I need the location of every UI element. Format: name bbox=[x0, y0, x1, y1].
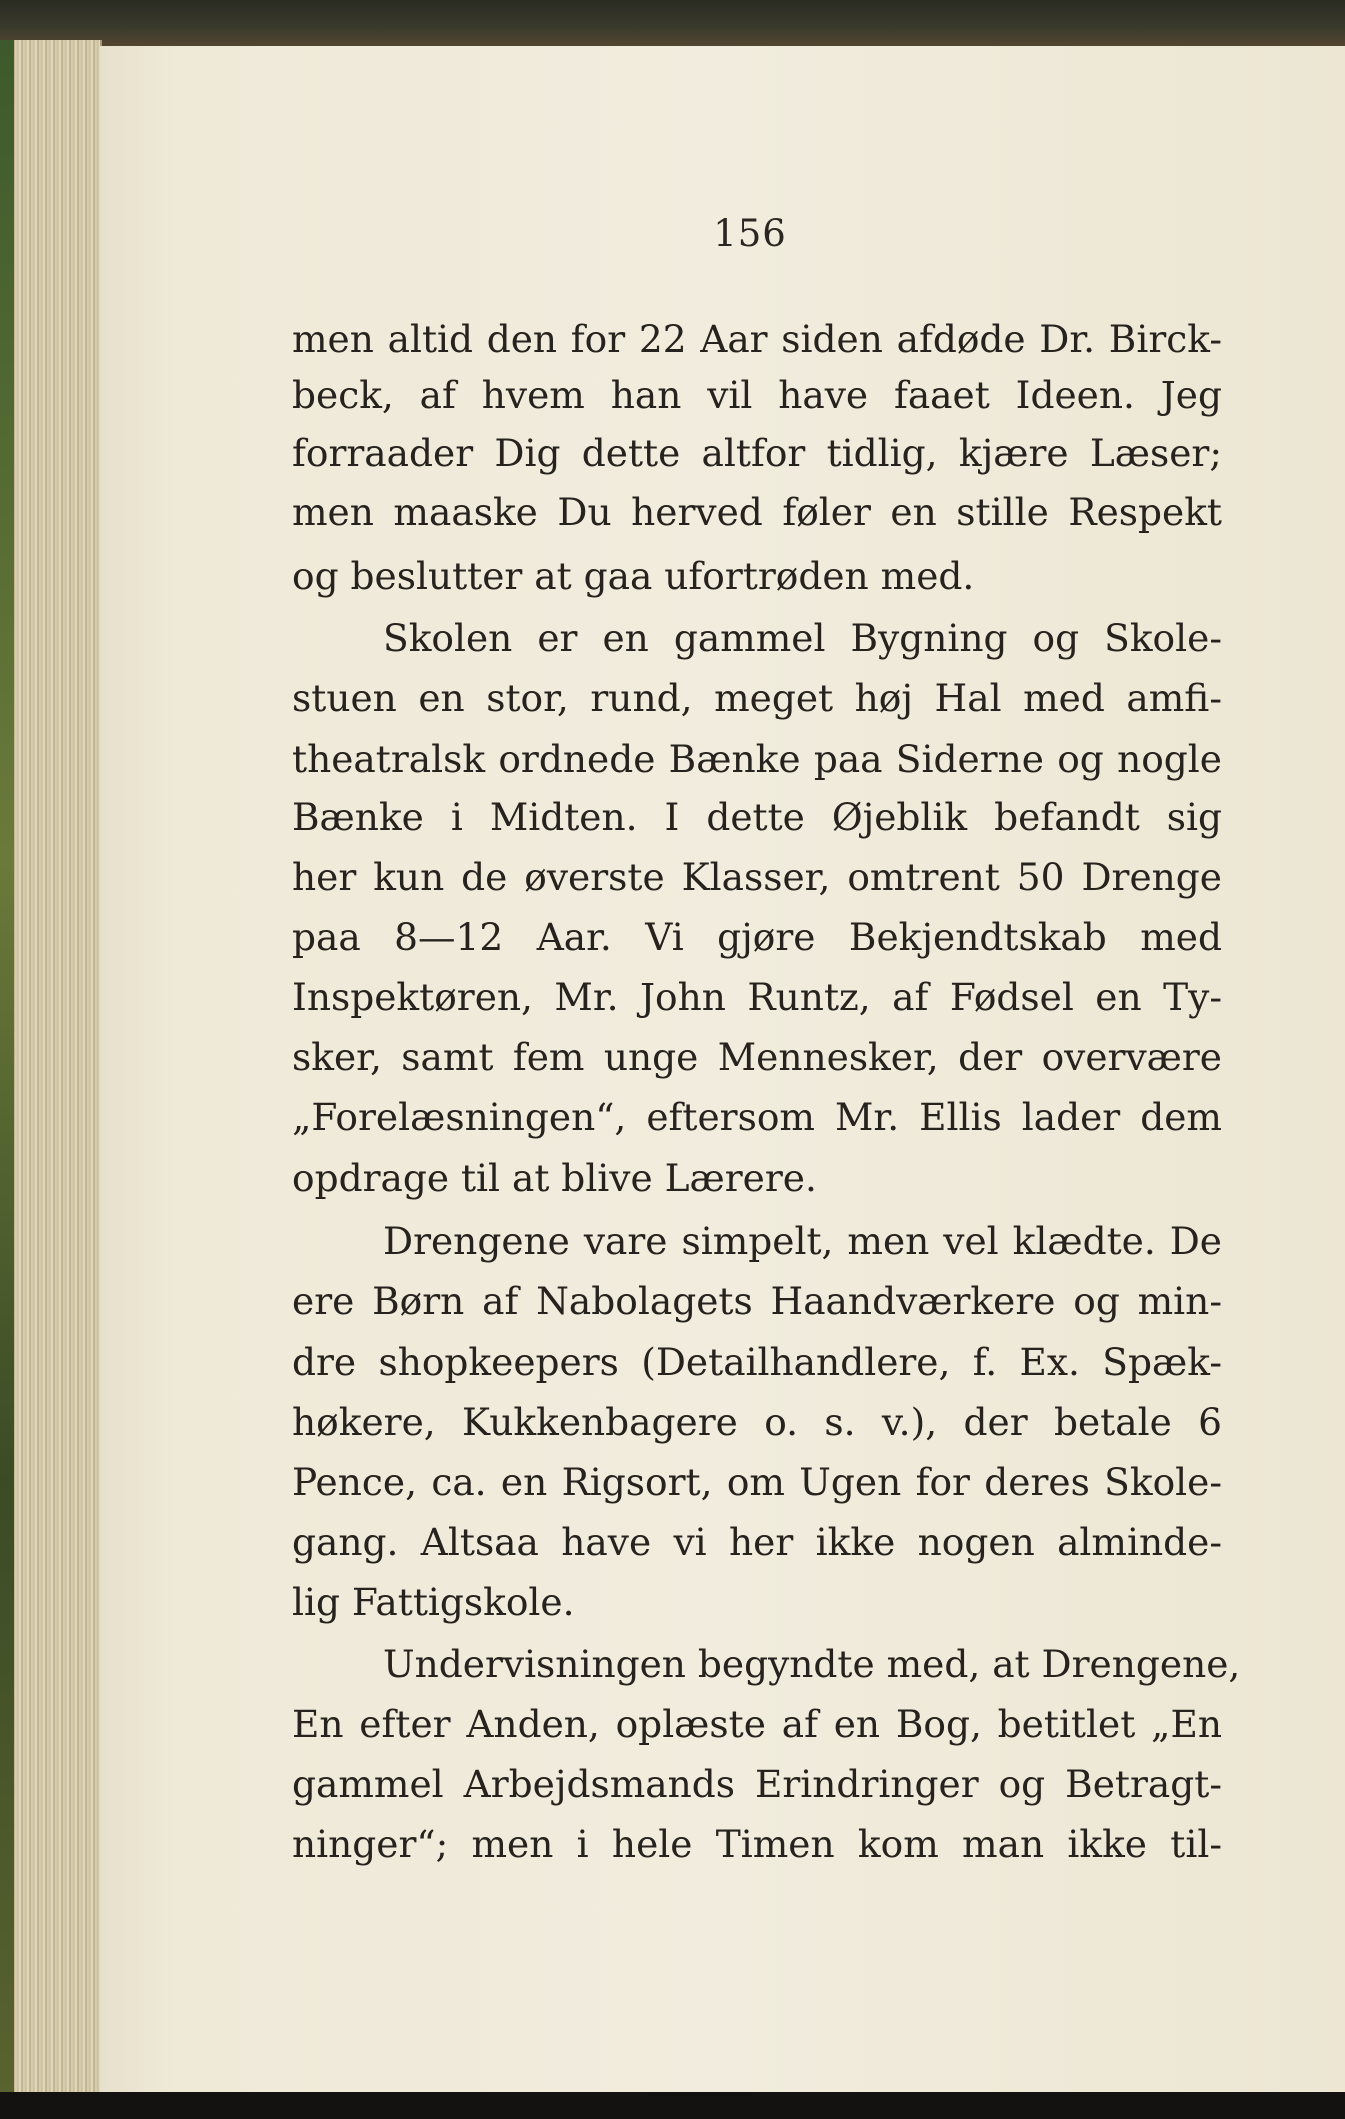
book-page-edges bbox=[0, 40, 102, 2095]
text-line: paa 8—12 Aar. Vi gjøre Bekjendtskab med bbox=[292, 915, 1222, 959]
text-line: og beslutter at gaa ufortrøden med. bbox=[292, 554, 975, 598]
text-line: høkere, Kukkenbagere o. s. v.), der betale 6 bbox=[292, 1400, 1222, 1444]
text-line: Inspektøren, Mr. John Runtz, af Fødsel en Ty- bbox=[292, 975, 1222, 1019]
page-number: 156 bbox=[713, 212, 787, 255]
text-line: ninger“; men i hele Timen kom man ikke til- bbox=[292, 1822, 1222, 1866]
text-line: dre shopkeepers (Detailhandlere, f. Ex. Spæk- bbox=[292, 1340, 1222, 1384]
text-line: men maaske Du herved føler en stille Respekt bbox=[292, 490, 1222, 534]
text-line: Skolen er en gammel Bygning og Skole- bbox=[383, 616, 1222, 660]
book-cover-edge bbox=[0, 40, 14, 2095]
text-line: her kun de øverste Klasser, omtrent 50 Drenge bbox=[292, 855, 1222, 899]
text-line: „Forelæsningen“, eftersom Mr. Ellis lader dem bbox=[292, 1095, 1222, 1139]
text-line: Bænke i Midten. I dette Øjeblik befandt sig bbox=[292, 795, 1222, 839]
text-line: Pence, ca. en Rigsort, om Ugen for deres Skole- bbox=[292, 1460, 1222, 1504]
book-top-edge bbox=[0, 0, 1345, 52]
text-line: gammel Arbejdsmands Erindringer og Betragt- bbox=[292, 1762, 1222, 1806]
text-line: opdrage til at blive Lærere. bbox=[292, 1156, 817, 1200]
text-line: En efter Anden, oplæste af en Bog, betitlet „En bbox=[292, 1702, 1222, 1746]
text-line: men altid den for 22 Aar siden afdøde Dr. Birck- bbox=[292, 317, 1222, 361]
book-bottom-edge bbox=[0, 2092, 1345, 2119]
text-line: Undervisningen begyndte med, at Drengene, bbox=[383, 1642, 1241, 1686]
text-line: gang. Altsaa have vi her ikke nogen alminde- bbox=[292, 1520, 1222, 1564]
text-line: ere Børn af Nabolagets Haandværkere og min- bbox=[292, 1279, 1222, 1323]
text-line: beck, af hvem han vil have faaet Ideen. Jeg bbox=[292, 373, 1222, 417]
text-line: Drengene vare simpelt, men vel klædte. De bbox=[383, 1219, 1222, 1263]
text-line: theatralsk ordnede Bænke paa Siderne og nogle bbox=[292, 737, 1222, 781]
text-line: forraader Dig dette altfor tidlig, kjære Læser; bbox=[292, 431, 1222, 475]
text-line: stuen en stor, rund, meget høj Hal med amfi- bbox=[292, 676, 1222, 720]
text-line: lig Fattigskole. bbox=[292, 1580, 575, 1624]
text-line: sker, samt fem unge Mennesker, der overvære bbox=[292, 1035, 1222, 1079]
